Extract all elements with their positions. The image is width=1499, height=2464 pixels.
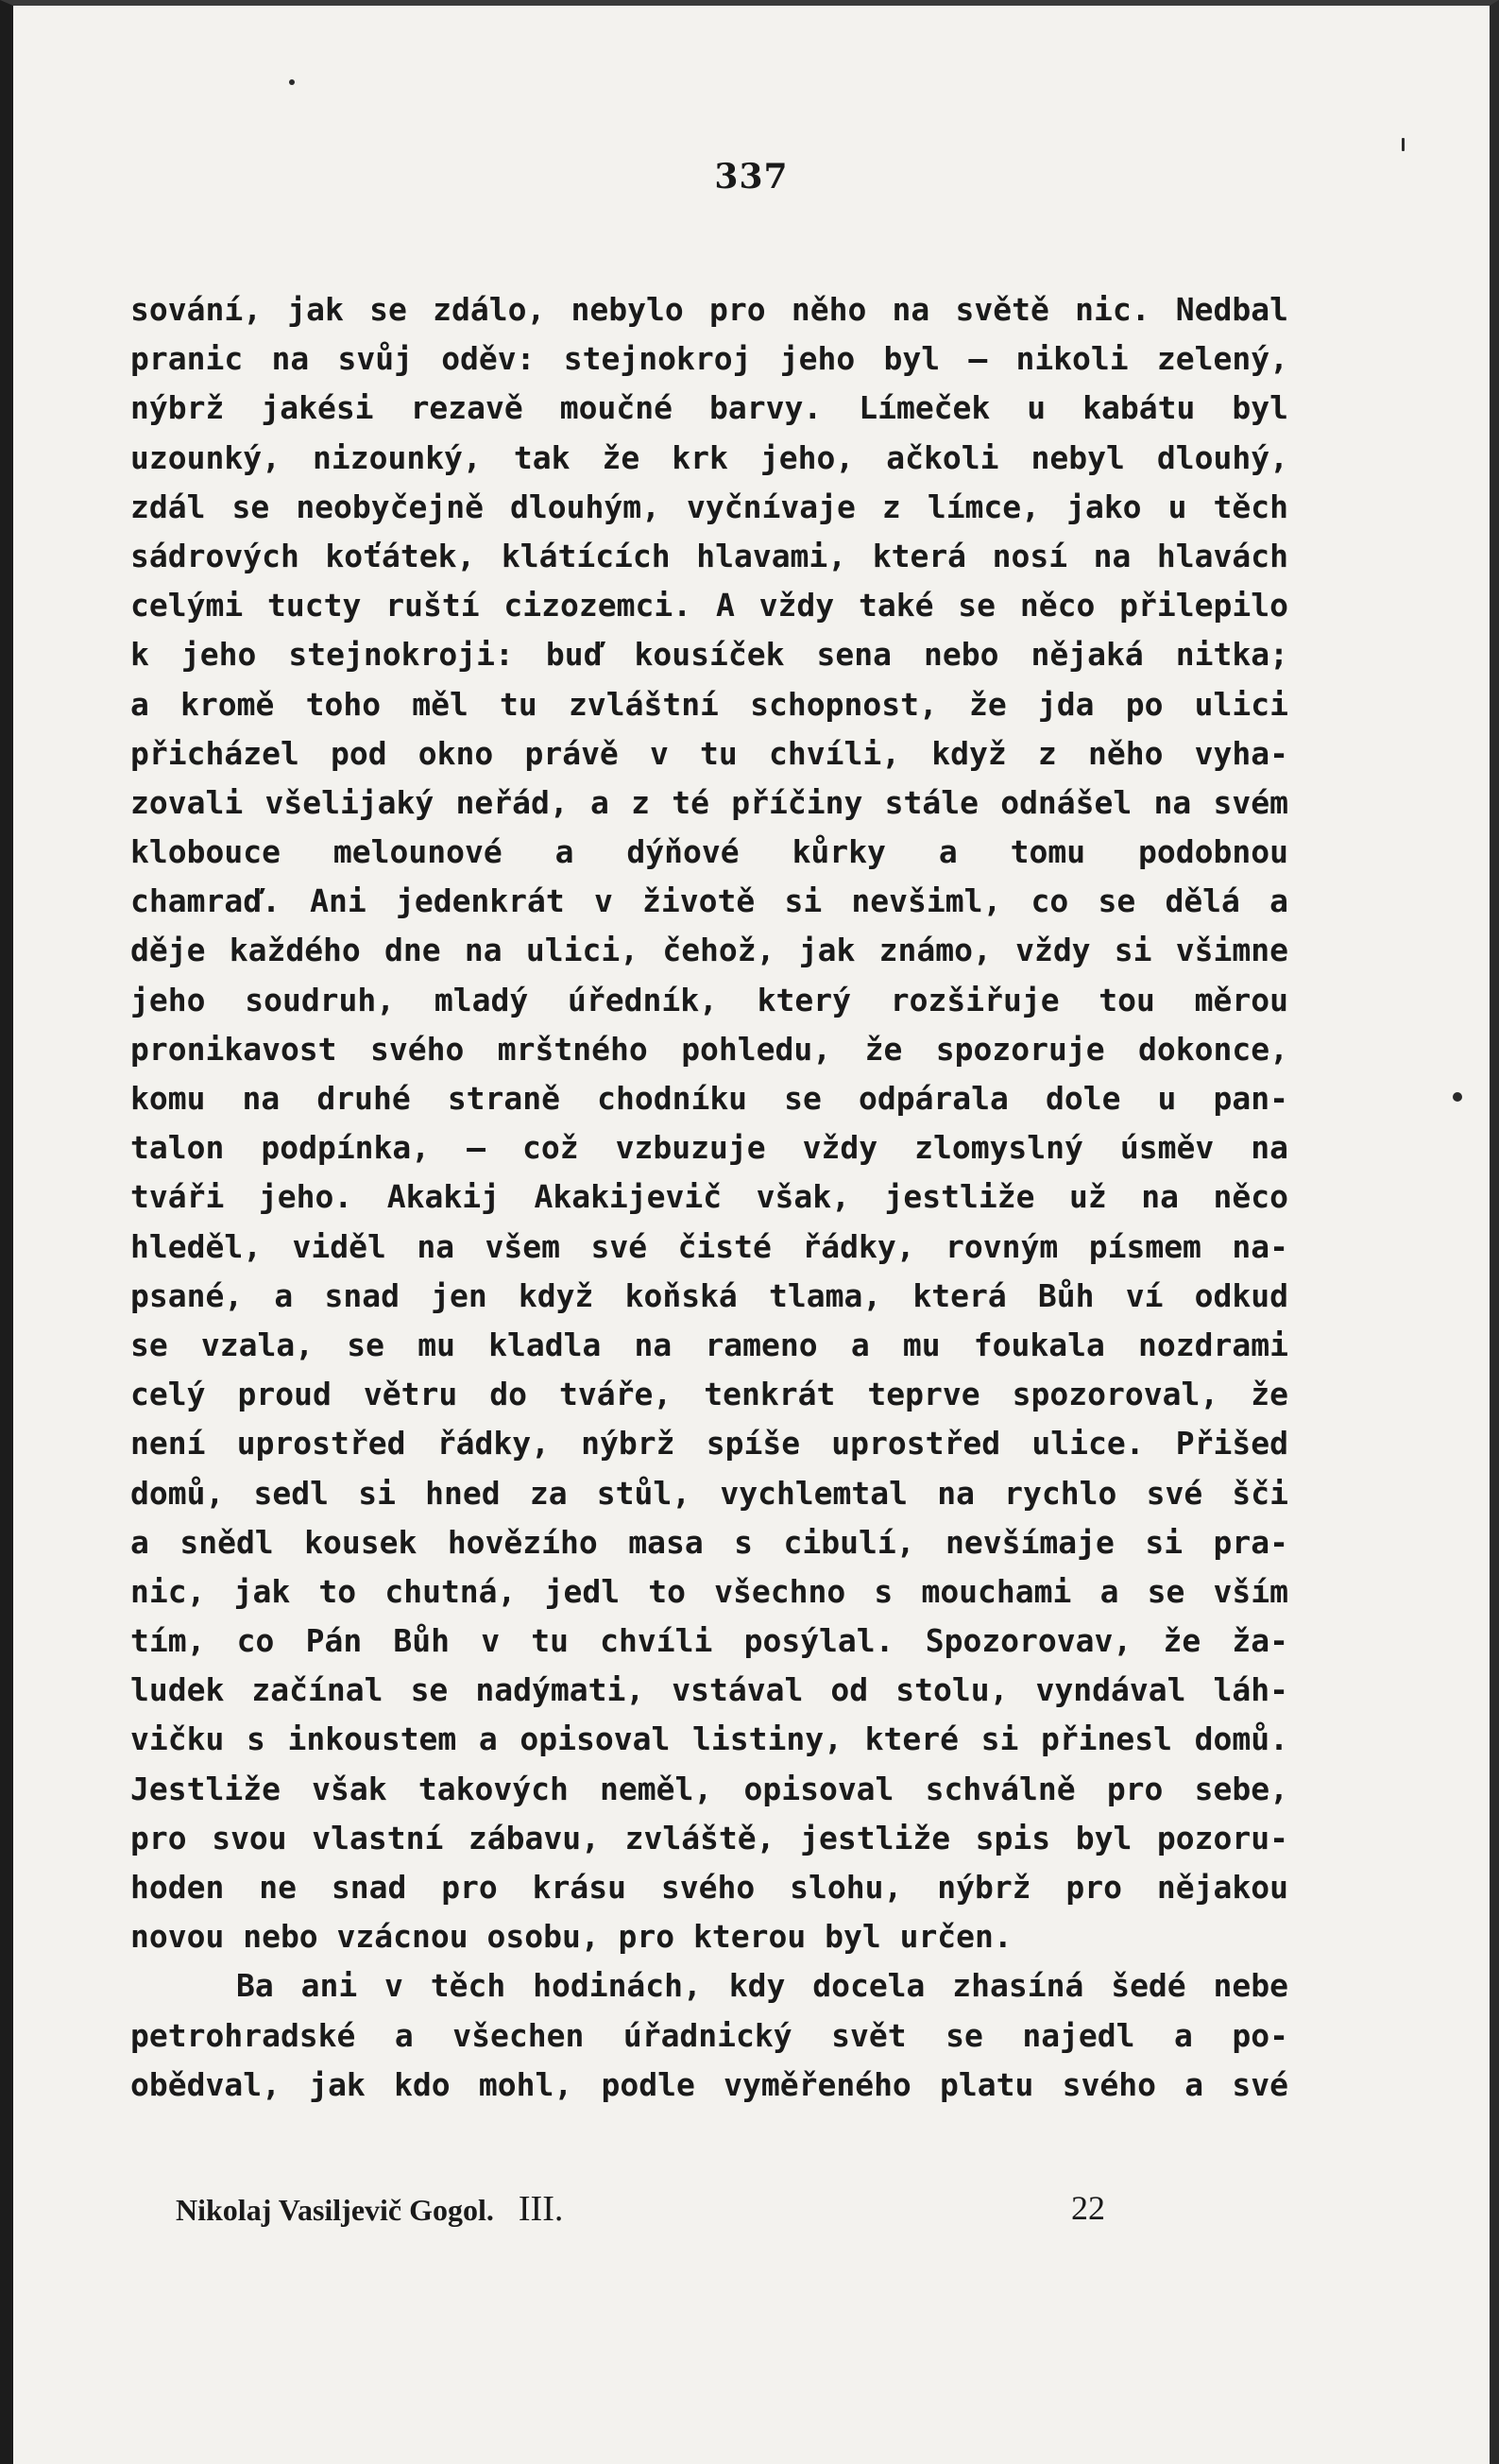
text-line: hleděl, viděl na všem své čisté řádky, rovným písmem na- (130, 1227, 1288, 1265)
scan-speck (289, 79, 295, 85)
text-line: pranic na svůj oděv: stejnokroj jeho byl — nikoli zelený, (130, 340, 1288, 378)
scan-speck (1402, 138, 1405, 151)
body-text (130, 285, 1288, 2110)
text-line: domů, sedl si hned za stůl, vychlemtal na rychlo své šči (130, 1474, 1288, 1512)
text-line: hoden ne snad pro krásu svého slohu, nýbrž pro nějakou (130, 1869, 1288, 1906)
text-line: sádrových koťátek, klátících hlavami, která nosí na hlavách (130, 537, 1288, 574)
text-line: Ba ani v těch hodinách, kdy docela zhasíná šedé nebe (236, 1967, 1288, 2005)
text-line: uzounký, nizounký, tak že krk jeho, ačkoli nebyl dlouhý, (130, 438, 1288, 476)
text-line: vičku s inkoustem a opisoval listiny, které si přinesl domů. (130, 1720, 1288, 1758)
text-line: talon podpínka, — což vzbuzuje vždy zlomyslný úsměv na (130, 1129, 1288, 1167)
footer-volume: III. (518, 2189, 564, 2229)
text-line: nýbrž jakési rezavě moučné barvy. Límeček u kabátu byl (130, 389, 1288, 427)
text-line: zovali všelijaký neřád, a z té příčiny stále odnášel na svém (130, 783, 1288, 821)
page-number: 337 (714, 157, 789, 197)
text-line: zdál se neobyčejně dlouhým, vyčnívaje z límce, jako u těch (130, 488, 1288, 525)
text-line: tím, co Pán Bůh v tu chvíli posýlal. Spozorovav, že ža- (130, 1622, 1288, 1660)
text-line: děje každého dne na ulici, čehož, jak známo, vždy si všimne (130, 932, 1288, 969)
text-line: se vzala, se mu kladla na rameno a mu foukala nozdrami (130, 1326, 1288, 1363)
text-line: klobouce melounové a dýňové kůrky a tomu podobnou (130, 833, 1288, 871)
text-line: obědval, jak kdo mohl, podle vyměřeného platu svého a své (130, 2065, 1288, 2103)
text-line: celý proud větru do tváře, tenkrát teprve spozoroval, že (130, 1376, 1288, 1413)
text-line: celými tucty ruští cizozemci. A vždy také se něco přilepilo (130, 587, 1288, 625)
text-line: pro svou vlastní zábavu, zvláště, jestliže spis byl pozoru- (130, 1819, 1288, 1857)
footer-author: Nikolaj Vasiljevič Gogol. (176, 2193, 494, 2227)
text-line: novou nebo vzácnou osobu, pro kterou byl určen. (130, 1918, 1013, 1956)
text-line: není uprostřed řádky, nýbrž spíše uprostřed ulice. Přišed (130, 1425, 1288, 1463)
text-line: nic, jak to chutná, jedl to všechno s mouchami a se vším (130, 1572, 1288, 1610)
text-line: Jestliže však takových neměl, opisoval schválně pro sebe, (130, 1770, 1288, 1807)
text-line: jeho soudruh, mladý úředník, který rozšiřuje tou měrou (130, 981, 1288, 1018)
text-line: a snědl kousek hovězího masa s cibulí, nevšímaje si pra- (130, 1523, 1288, 1561)
text-line: a kromě toho měl tu zvláštní schopnost, že jda po ulici (130, 685, 1288, 723)
text-line: chamraď. Ani jedenkrát v životě si nevšiml, co se dělá a (130, 882, 1288, 920)
text-line: psané, a snad jen když koňská tlama, která Bůh ví odkud (130, 1276, 1288, 1314)
text-line: petrohradské a všechen úřadnický svět se najedl a po- (130, 2016, 1288, 2054)
text-line: tváři jeho. Akakij Akakijevič však, jestliže už na něco (130, 1178, 1288, 1216)
text-line: ludek začínal se nadýmati, vstával od stolu, vyndával láh- (130, 1671, 1288, 1709)
footer-signature-line (176, 2188, 1120, 2230)
footer-signature-number: 22 (1071, 2189, 1105, 2227)
text-line: pronikavost svého mrštného pohledu, že spozoruje dokonce, (130, 1030, 1288, 1068)
scan-speck (1453, 1092, 1462, 1102)
text-line: komu na druhé straně chodníku se odpárala dole u pan- (130, 1080, 1288, 1117)
text-line: přicházel pod okno právě v tu chvíli, když z něho vyha- (130, 734, 1288, 772)
text-line: sování, jak se zdálo, nebylo pro něho na světě nic. Nedbal (130, 291, 1288, 328)
text-line: k jeho stejnokroji: buď kousíček sena nebo nějaká nitka; (130, 636, 1288, 674)
